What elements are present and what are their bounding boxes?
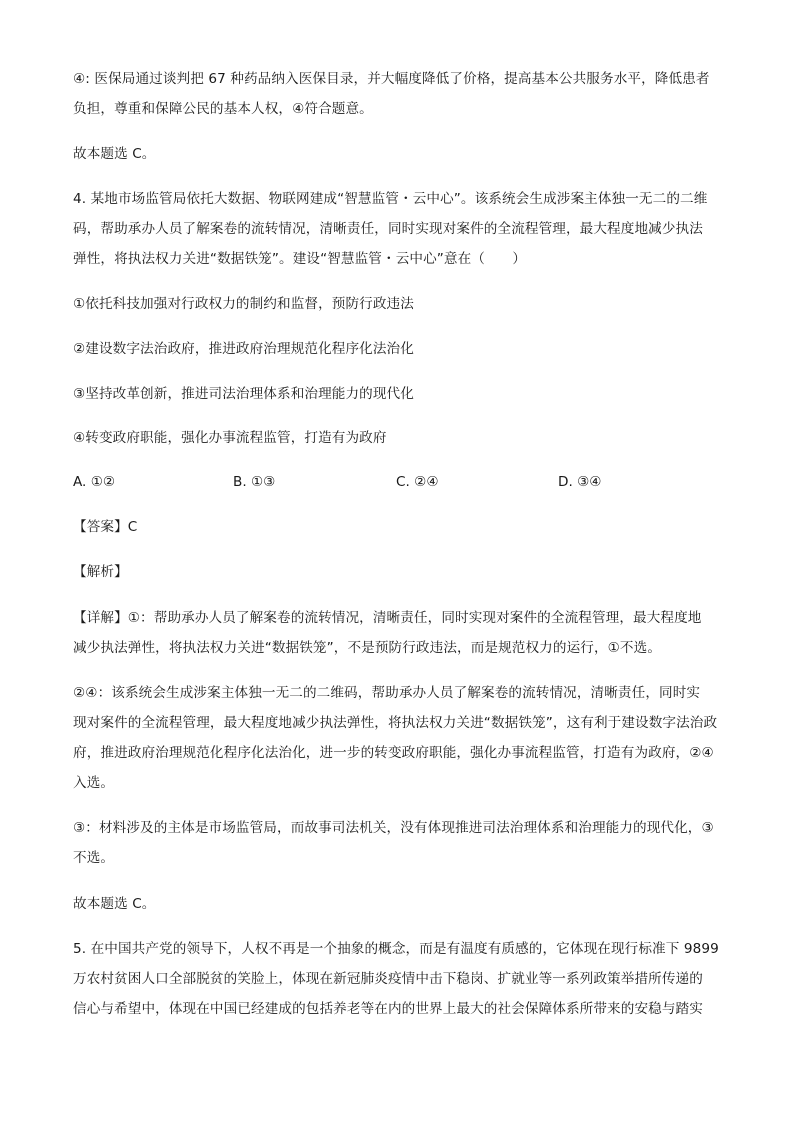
option-a: A. ①② [73,474,116,490]
detail-line: 【详解】①：帮助承办人员了解案卷的流转情况，清晰责任，同时实现对案件的全流程管理，最大程度地 [73,610,702,626]
detail-line: 府，推进政府治理规范化程序化法治化，进一步的转变政府职能，强化办事流程监管，打造有为政府，②④ [73,745,714,761]
text-line: ④: 医保局通过谈判把 67 种药品纳入医保目录，并大幅度降低了价格，提高基本公共服务水平，降低患者 [73,71,710,87]
detail-line: ②④：该系统会生成涉案主体独一无二的二维码，帮助承办人员了解案卷的流转情况，清晰责任，同时实 [73,685,701,701]
option-b: B. ①③ [233,474,276,490]
detail-line: 入选。 [73,775,115,791]
statement-4: ④转变政府职能，强化办事流程监管，打造有为政府 [73,430,387,446]
conclusion-line: 故本题选 C。 [73,896,156,912]
text-line: 负担，尊重和保障公民的基本人权，④符合题意。 [73,101,373,117]
question-4-stem: 4. 某地市场监管局依托大数据、物联网建成“智慧监管・云中心”。该系统会生成涉案主体独一无二的二维 [73,191,708,207]
detail-line: ③：材料涉及的主体是市场监管局，而故事司法机关，没有体现推进司法治理体系和治理能力的现代化，③ [73,820,714,836]
statement-1: ①依托科技加强对行政权力的制约和监督，预防行政违法 [73,296,414,312]
text-line: 万农村贫困人口全部脱贫的笑脸上，体现在新冠肺炎疫情中击下稳岗、扩就业等一系列政策举措所传递的 [73,971,703,987]
text-line: 信心与希望中，体现在中国已经建成的包括养老等在内的世界上最大的社会保障体系所带来的安稳与踏实 [73,1001,703,1017]
analysis-label: 【解析】 [73,564,128,580]
text-line: 弹性，将执法权力关进“数据铁笼”。建设“智慧监管・云中心”意在（ ） [73,251,527,267]
text-line: 故本题选 C。 [73,146,156,162]
answer-label: 【答案】C [73,519,138,535]
option-c: C. ②④ [396,474,439,490]
detail-line: 减少执法弹性，将执法权力关进“数据铁笼”，不是预防行政违法，而是规范权力的运行，①不选。 [73,640,662,656]
option-d: D. ③④ [558,474,602,490]
detail-line: 不选。 [73,850,115,866]
question-5-stem: 5. 在中国共产党的领导下，人权不再是一个抽象的概念，而是有温度有质感的，它体现在现行标准下 9899 [73,941,719,957]
detail-line: 现对案件的全流程管理，最大程度地减少执法弹性，将执法权力关进“数据铁笼”，这有利于建设数字法治政 [73,715,718,731]
text-line: 码，帮助承办人员了解案卷的流转情况，清晰责任，同时实现对案件的全流程管理，最大程度地减少执法 [73,221,703,237]
statement-2: ②建设数字法治政府，推进政府治理规范化程序化法治化 [73,341,414,357]
statement-3: ③坚持改革创新，推进司法治理体系和治理能力的现代化 [73,386,414,402]
